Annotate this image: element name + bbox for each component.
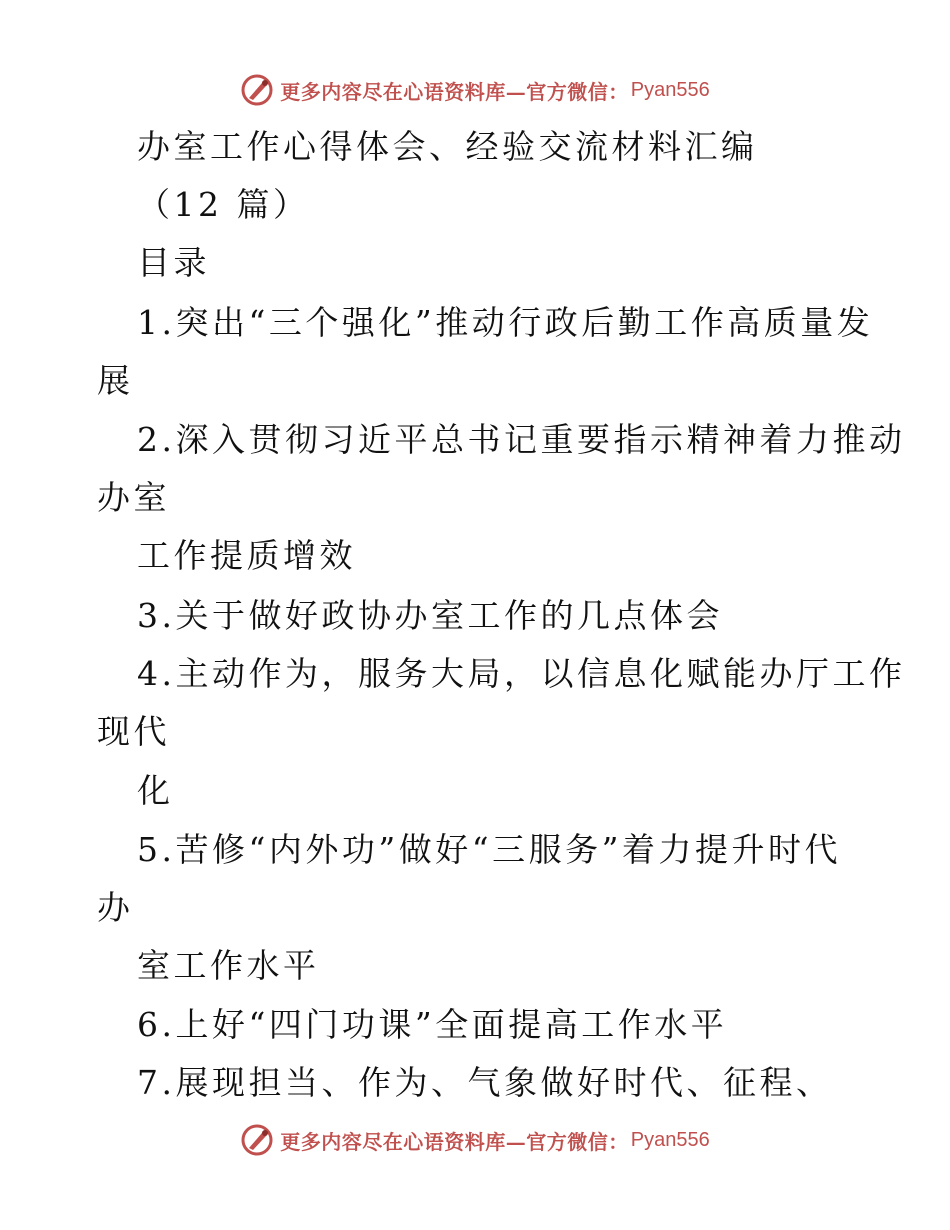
toc-heading: 目录 <box>137 243 210 282</box>
watermark-banner-bottom <box>0 1120 950 1160</box>
toc-item-6: 6.上好“四门功课”全面提高工作水平 <box>137 1005 728 1044</box>
watermark-text: 更多内容尽在心语资料库—官方微信： <box>280 79 629 104</box>
watermark-text: 更多内容尽在心语资料库—官方微信： <box>280 1129 629 1154</box>
toc-item-4-cont: 现代 <box>97 712 170 751</box>
toc-item-3: 3.关于做好政协办室工作的几点体会 <box>137 596 723 635</box>
toc-item-2: 2.深入贯彻习近平总书记重要指示精神着力推动 <box>137 420 906 459</box>
toc-item-1: 1.突出“三个强化”推动行政后勤工作高质量发 <box>137 303 874 342</box>
watermark-wechat-id: Pyan556 <box>630 78 710 101</box>
pen-logo-icon <box>240 1123 274 1157</box>
toc-item-2-cont: 办室 <box>97 478 170 517</box>
toc-item-7: 7.展现担当、作为、气象做好时代、征程、 <box>137 1063 833 1102</box>
toc-item-5-cont: 办 <box>97 888 134 927</box>
watermark-wechat-id: Pyan556 <box>630 1128 710 1151</box>
toc-item-4: 4.主动作为，服务大局，以信息化赋能办厅工作 <box>137 654 906 693</box>
doc-title: 办室工作心得体会、经验交流材料汇编 <box>137 127 758 166</box>
toc-item-4-cont2: 化 <box>137 771 174 810</box>
toc-item-2-cont2: 工作提质增效 <box>137 536 356 575</box>
toc-item-5: 5.苦修“内外功”做好“三服务”着力提升时代 <box>137 830 841 869</box>
doc-subtitle-count: （12 篇） <box>137 185 310 224</box>
toc-item-1-cont: 展 <box>97 361 134 400</box>
toc-item-5-cont2: 室工作水平 <box>137 946 320 985</box>
